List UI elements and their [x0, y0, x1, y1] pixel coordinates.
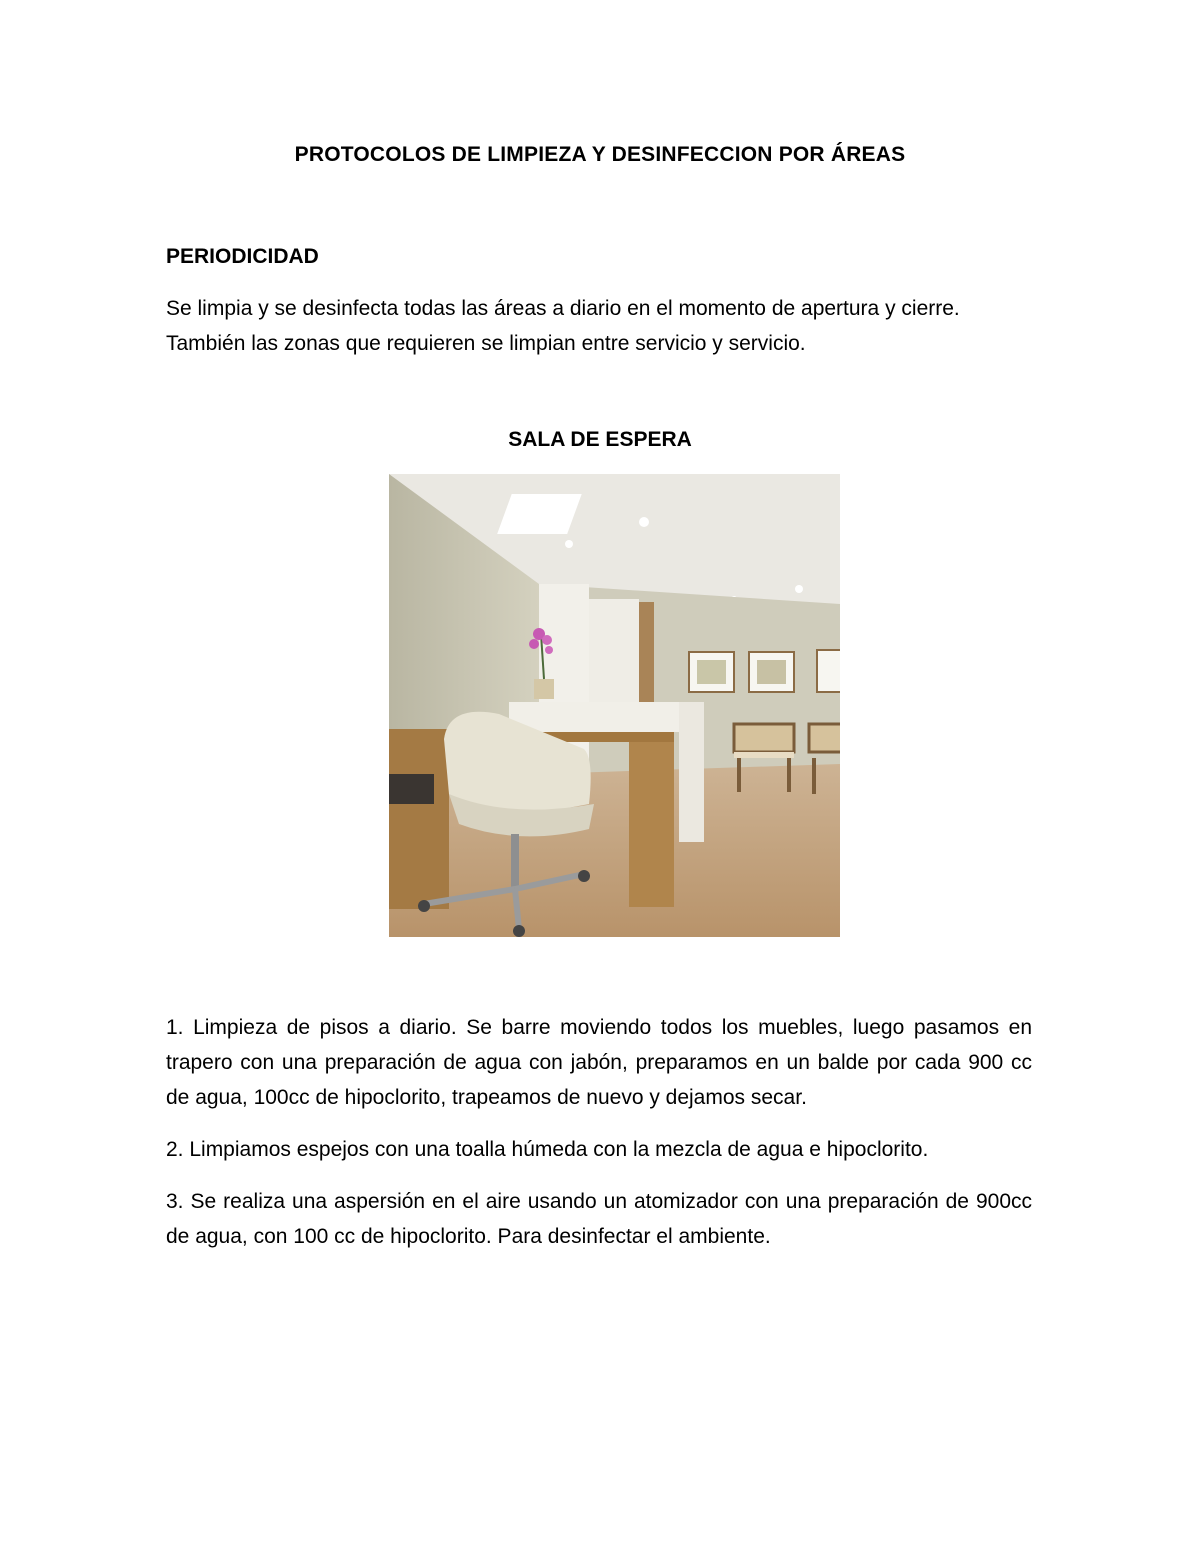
- waiting-room-photo: [389, 474, 840, 937]
- step-item: 2. Limpiamos espejos con una toalla húmeda con la mezcla de agua e hipoclorito.: [166, 1138, 929, 1161]
- step-item: 3. Se realiza una aspersión en el aire usando un atomizador con una preparación de 900cc de agua, con 100 cc de hipoclorito. Para desinfectar el ambiente.: [166, 1190, 1032, 1248]
- step-item: 1. Limpieza de pisos a diario. Se barre moviendo todos los muebles, luego pasamos en trapero con una preparación de agua con jabón, preparamos en un balde por cada 900 cc de agua, 100cc de hipoclorito, trapeamos de nuevo y dejamos secar.: [166, 1016, 1032, 1109]
- cleaning-steps: [166, 1010, 1032, 1271]
- section-title: SALA DE ESPERA: [508, 428, 692, 451]
- periodicity-heading: PERIODICIDAD: [166, 245, 319, 268]
- periodicity-text: Se limpia y se desinfecta todas las áreas a diario en el momento de apertura y cierre. También las zonas que requieren se limpian entre servicio y servicio.: [166, 297, 960, 355]
- document-title: PROTOCOLOS DE LIMPIEZA Y DESINFECCION POR ÁREAS: [294, 143, 906, 166]
